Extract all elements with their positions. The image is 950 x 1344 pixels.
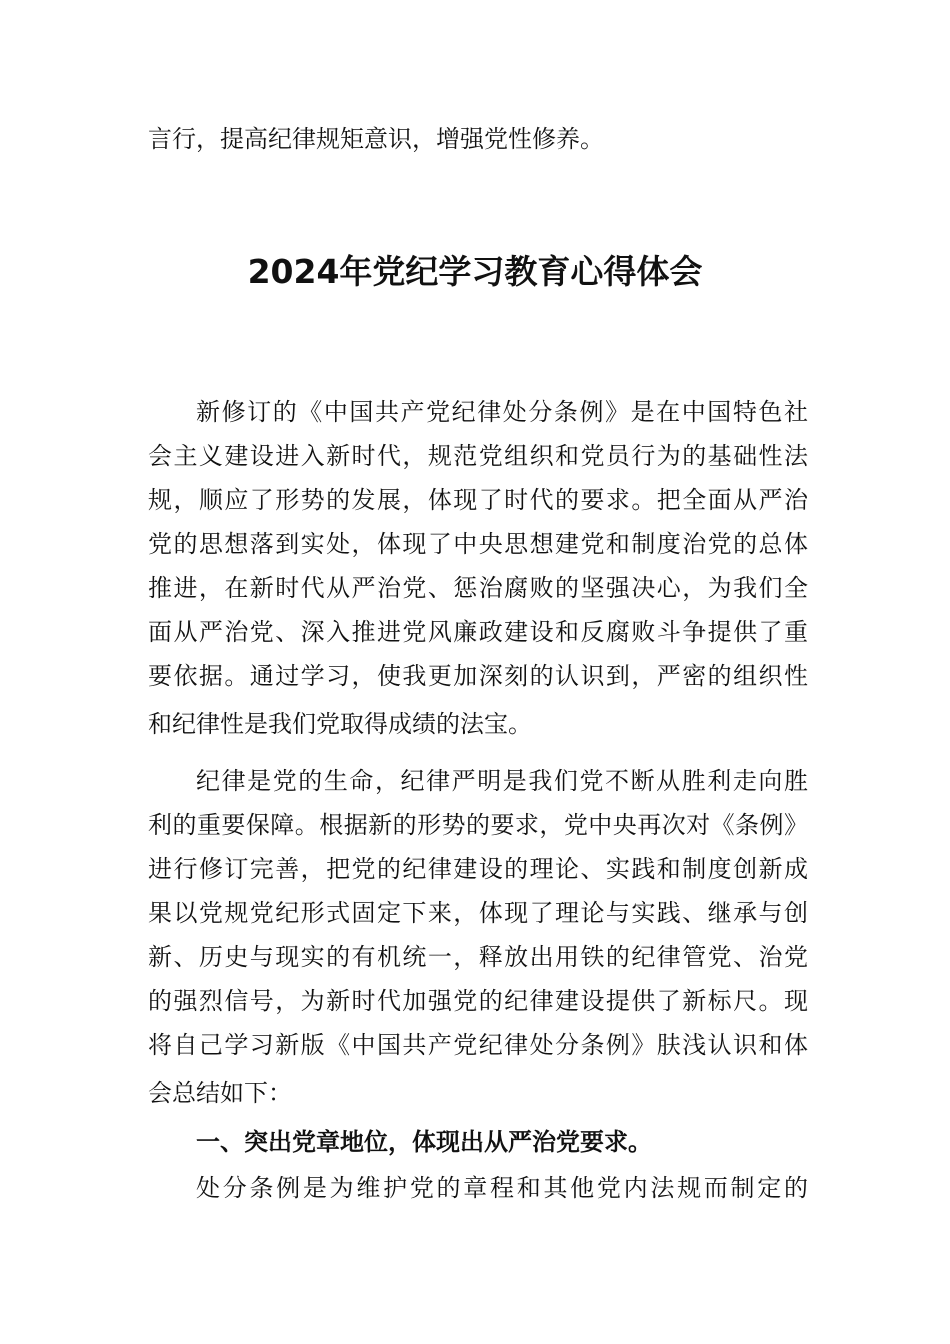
carryover-line: 言行，提高纪律规矩意识，增强党性修养。 [148,125,604,153]
section-paragraph-line-1: 处分条例是为维护党的章程和其他党内法规而制定的 [196,1174,808,1202]
paragraph-2-line-5: 新、历史与现实的有机统一，释放出用铁的纪律管党、治党 [148,943,808,971]
paragraph-1-line-6: 面从严治党、深入推进党风廉政建设和反腐败斗争提供了重 [148,618,808,646]
section-heading: 一、突出党章地位，体现出从严治党要求。 [196,1128,652,1156]
paragraph-2-line-7: 将自己学习新版《中国共产党纪律处分条例》肤浅认识和体 [148,1031,808,1059]
paragraph-2-line-4: 果以党规党纪形式固定下来，体现了理论与实践、继承与创 [148,899,808,927]
paragraph-1-line-1: 新修订的《中国共产党纪律处分条例》是在中国特色社 [196,398,808,426]
paragraph-2-line-8: 会总结如下： [148,1079,292,1107]
paragraph-1-line-8: 和纪律性是我们党取得成绩的法宝。 [148,710,532,738]
document-title: 2024年党纪学习教育心得体会 [247,252,703,291]
paragraph-2-line-1: 纪律是党的生命，纪律严明是我们党不断从胜利走向胜 [196,767,808,795]
paragraph-1-line-4: 党的思想落到实处，体现了中央思想建党和制度治党的总体 [148,530,808,558]
paragraph-1-line-5: 推进，在新时代从严治党、惩治腐败的坚强决心，为我们全 [148,574,808,602]
paragraph-1-line-2: 会主义建设进入新时代，规范党组织和党员行为的基础性法 [148,442,808,470]
paragraph-1-line-3: 规，顺应了形势的发展，体现了时代的要求。把全面从严治 [148,486,808,514]
paragraph-2-line-3: 进行修订完善，把党的纪律建设的理论、实践和制度创新成 [148,855,808,883]
paragraph-2-line-2: 利的重要保障。根据新的形势的要求，党中央再次对《条例》 [148,811,808,839]
paragraph-1-line-7: 要依据。通过学习，使我更加深刻的认识到，严密的组织性 [148,662,808,690]
paragraph-2-line-6: 的强烈信号，为新时代加强党的纪律建设提供了新标尺。现 [148,987,808,1015]
